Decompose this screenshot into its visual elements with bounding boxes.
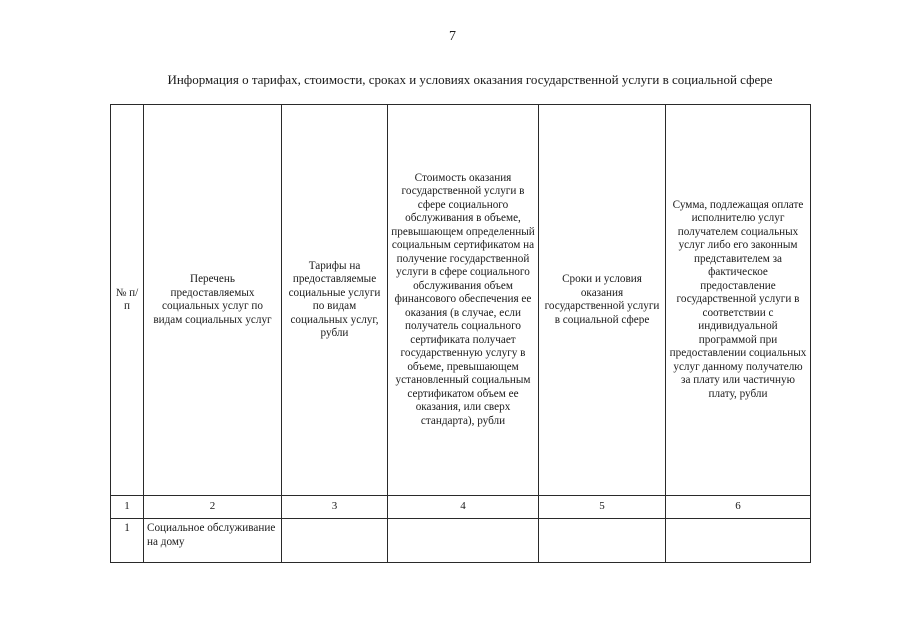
terms-cell: [539, 519, 666, 563]
column-number: 6: [666, 496, 811, 519]
column-number: 3: [282, 496, 388, 519]
table-row: [111, 519, 811, 563]
column-number: 5: [539, 496, 666, 519]
header-cell-cost-over-certificate: Стоимость оказания государственной услуги в сфере социального обслуживания в объеме, превышающем определенный социальным сертификатом на получение государственной услуги в сфере социального обслуживания объем финансового обеспечения ее оказания (в случае, если получатель социального сертификата получает государственную услугу в объеме, превышающем установленный социальным сертификатом объем ее оказания, или сверх стандарта), рубли: [388, 105, 539, 496]
payable-amount-cell: [666, 519, 811, 563]
cost-cell: [388, 519, 539, 563]
document-title: Информация о тарифах, стоимости, сроках и условиях оказания государственной услуги в социальной сфере: [167, 72, 773, 87]
tariffs-table: [110, 104, 811, 563]
header-cell-terms-conditions: Сроки и условия оказания государственной услуги в социальной сфере: [539, 105, 666, 496]
row-number-cell: 1: [111, 519, 144, 563]
service-name-cell: Социальное обслуживание на дому: [144, 519, 282, 563]
header-cell-number: № п/п: [111, 105, 144, 496]
column-number: 1: [111, 496, 144, 519]
header-cell-tariffs: Тарифы на предоставляемые социальные услуги по видам социальных услуг, рубли: [282, 105, 388, 496]
header-cell-payable-amount: Сумма, подлежащая оплате исполнителю услуг получателем социальных услуг либо его законным представителем за фактическое предоставление государственной услуги в соответствии с индивидуальной программой при предоставлении социальных услуг данному получателю за плату или частичную плату, рубли: [666, 105, 811, 496]
tariff-cell: [282, 519, 388, 563]
column-number-row: [111, 496, 811, 519]
header-cell-services-list: Перечень предоставляемых социальных услуг по видам социальных услуг: [144, 105, 282, 496]
page-number: 7: [449, 29, 456, 44]
table-header-row: [111, 105, 811, 496]
column-number: 4: [388, 496, 539, 519]
column-number: 2: [144, 496, 282, 519]
